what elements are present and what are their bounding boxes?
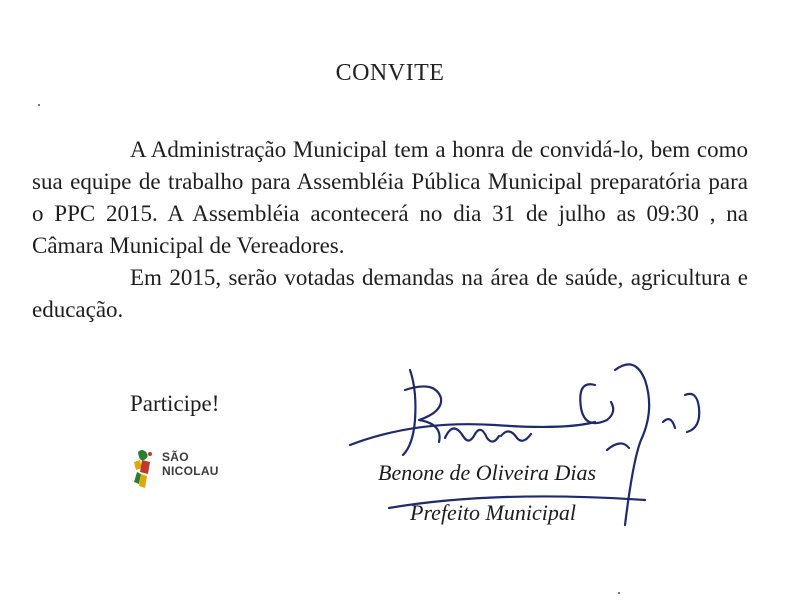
- logo-emblem-icon: [128, 448, 164, 492]
- document-body: [32, 134, 748, 326]
- signatory-role: Prefeito Municipal: [410, 500, 576, 525]
- document-title: CONVITE: [335, 60, 445, 86]
- logo-text-line2: NICOLAU: [162, 464, 219, 478]
- sao-nicolau-logo: [128, 448, 238, 508]
- scan-speck: [38, 104, 40, 106]
- logo-text-line1: SÃO: [162, 450, 189, 464]
- paragraph-1: A Administração Municipal tem a honra de convidá-lo, bem como sua equipe de trabalho para Assembléia Pública Municipal preparatória para o PPC 2015. A Assembléia acontecerá no dia 31 de julho as 09:30 , na Câmara Municipal de Vereadores.: [32, 137, 748, 258]
- paragraph-2: Em 2015, serão votadas demandas na área de saúde, agricultura e educação.: [32, 265, 748, 322]
- handwritten-signature: [345, 350, 745, 560]
- closing-text: Participe!: [130, 391, 220, 416]
- scan-speck: [618, 592, 620, 594]
- signatory-name: Benone de Oliveira Dias: [378, 460, 597, 485]
